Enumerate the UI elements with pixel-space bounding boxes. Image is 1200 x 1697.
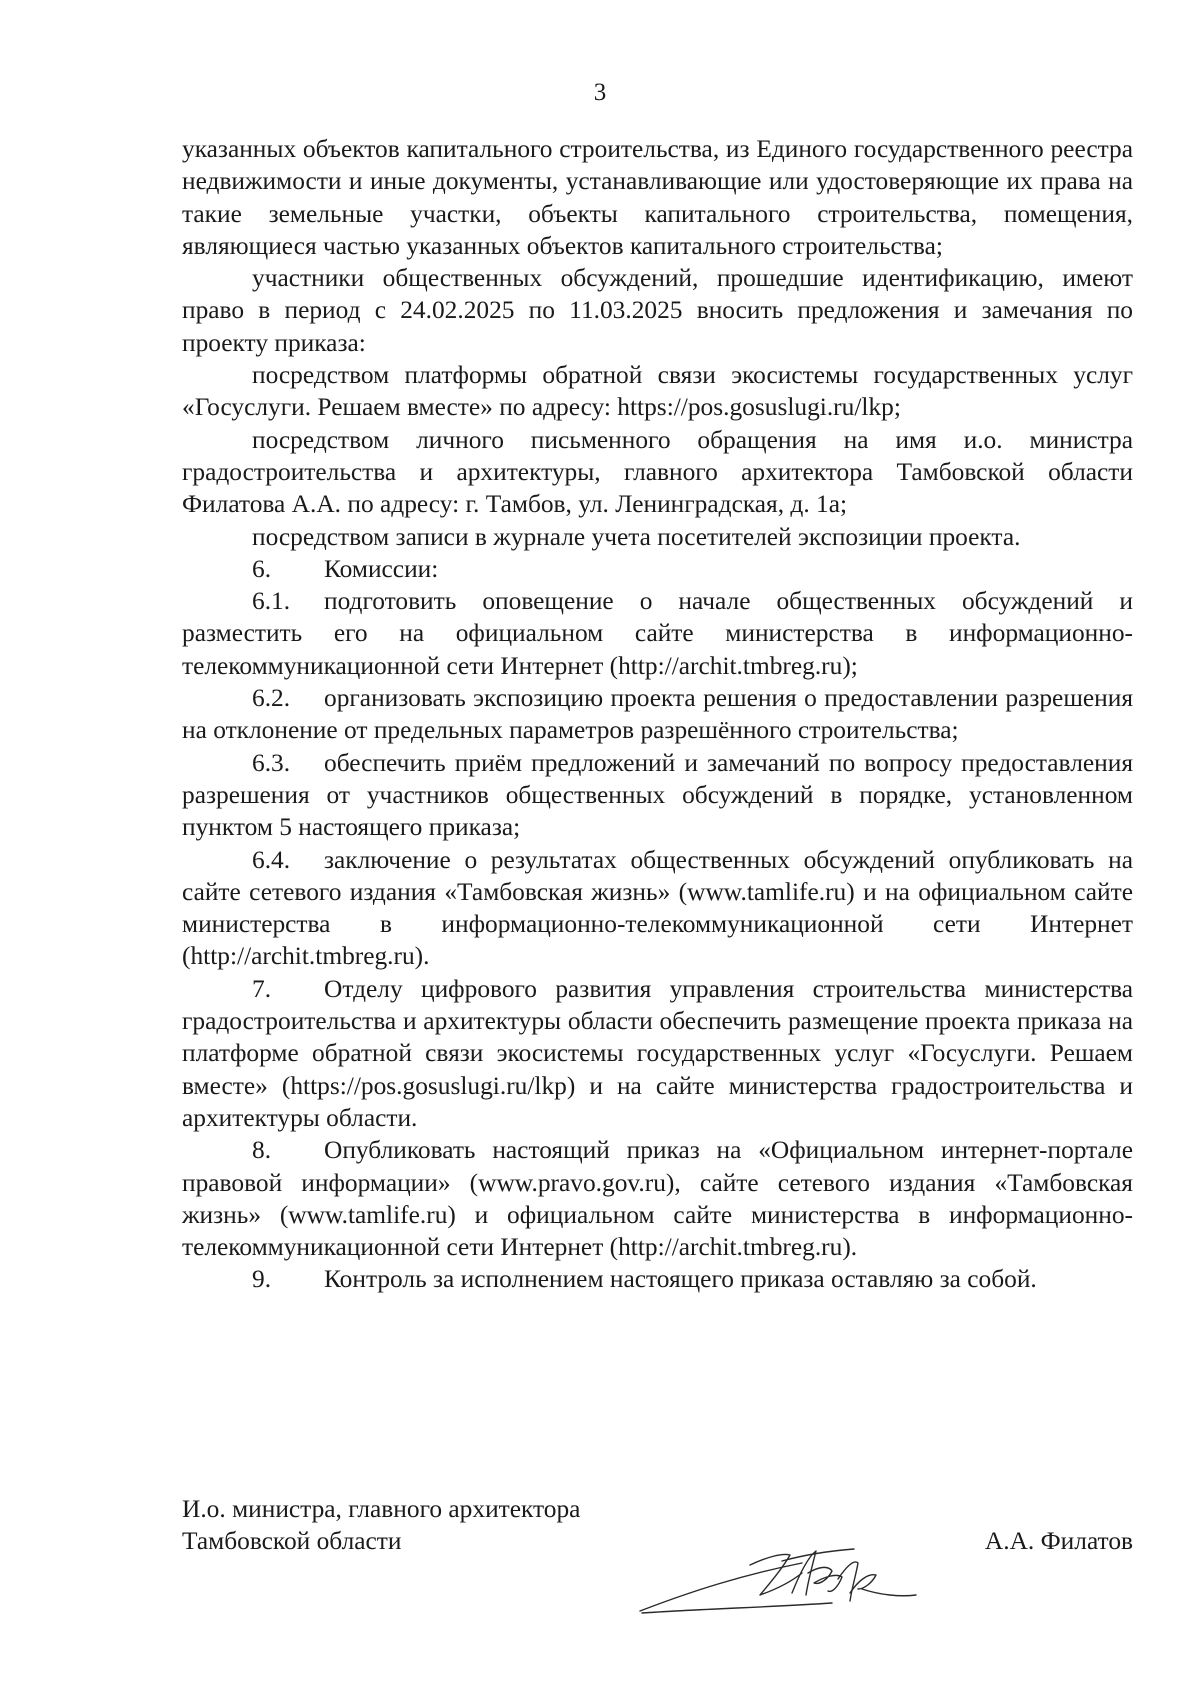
item-number: 9. (252, 1265, 272, 1294)
signatory-title (182, 1493, 580, 1557)
handwritten-signature (632, 1533, 922, 1623)
paragraph-text: подготовить оповещение о начале общественных обсуждений и разместить его на официальном сайте министерства в информационно-телекоммуникационной сети Интернет (http://archit.tmbreg.ru); (182, 587, 1133, 680)
paragraph (182, 1134, 1133, 1263)
signatory-title-line: И.о. министра, главного архитектора (182, 1495, 581, 1523)
scan-artifact (412, 22, 452, 40)
paragraph-text: организовать экспозицию проекта решения о предоставлении разрешения на отклонение от предельных параметров разрешённого строительства; (182, 684, 1133, 745)
paragraph (182, 844, 1133, 973)
signatory-name: А.А. Филатов (984, 1527, 1133, 1555)
paragraph (182, 553, 1133, 585)
paragraph (182, 424, 1133, 521)
paragraph (182, 1263, 1133, 1295)
item-number: 6.2. (252, 684, 291, 713)
paragraph (182, 521, 1133, 553)
paragraph (182, 973, 1133, 1134)
paragraph-text: Контроль за исполнением настоящего приказа оставляю за собой. (324, 1265, 1037, 1294)
signatory-title-line: Тамбовской области (182, 1527, 402, 1555)
paragraph-text: Опубликовать настоящий приказ на «Официальном интернет-портале правовой информации» (www.pravo.gov.ru), сайте сетевого издания «Тамбовская жизнь» (www.tamlife.ru) и официальном сайте министерства в информационно-телекоммуникационной сети Интернет (http://archit.tmbreg.ru). (182, 1136, 1133, 1262)
item-number: 6.1. (252, 587, 291, 616)
item-number: 6.4. (252, 845, 291, 874)
item-number: 6.3. (252, 748, 291, 777)
paragraph-text: указанных объектов капитального строительства, из Единого государственного реестра недвижимости и иные документы, устанавливающие или удостоверяющие их права на такие земельные участки, объекты капитального строительства, помещения, являющиеся частью указанных объектов капитального строительства; (182, 135, 1133, 260)
paragraph (182, 747, 1133, 844)
item-number: 8. (252, 1136, 272, 1165)
paragraph-text: Комиссии: (324, 554, 439, 583)
paragraph-text: обеспечить приём предложений и замечаний по вопросу предоставления разрешения от участников общественных обсуждений в порядке, установленном пунктом 5 настоящего приказа; (182, 748, 1133, 842)
paragraph-text: заключение о результатах общественных обсуждений опубликовать на сайте сетевого издания «Тамбовская жизнь» (www.tamlife.ru) и на официальном сайте министерства в информационно-телекоммуникационной сети Интернет (http://archit.tmbreg.ru). (182, 845, 1133, 971)
item-number: 6. (252, 554, 272, 583)
paragraph (182, 133, 1133, 262)
paragraph (182, 682, 1133, 747)
paragraph (182, 262, 1133, 359)
item-number: 7. (252, 974, 272, 1003)
paragraph-text: посредством личного письменного обращения на имя и.о. министра градостроительства и архитектуры, главного архитектора Тамбовской области Филатова А.А. по адресу: г. Тамбов, ул. Ленинградская, д. 1а; (182, 425, 1133, 519)
paragraph-text: посредством записи в журнале учета посетителей экспозиции проекта. (252, 522, 1021, 551)
paragraph-text: посредством платформы обратной связи экосистемы государственных услуг «Госуслуги. Решаем вместе» по адресу: https://pos.gosuslugi.ru/lkp; (182, 361, 1133, 422)
paragraph-text: участники общественных обсуждений, прошедшие идентификацию, имеют право в период с 24.02.2025 по 11.03.2025 вносить предложения и замечания по проекту приказа: (182, 264, 1133, 357)
signature-block (182, 1493, 1133, 1623)
document-body (182, 133, 1133, 1296)
page-number: 3 (593, 79, 607, 106)
paragraph (182, 359, 1133, 424)
paragraph (182, 585, 1133, 682)
paragraph-text: Отделу цифрового развития управления строительства министерства градостроительства и архитектуры области обеспечить размещение проекта приказа на платформе обратной связи экосистемы государственных услуг «Госуслуги. Решаем вместе» (https://pos.gosuslugi.ru/lkp) и на сайте министерства градостроительства и архитектуры области. (182, 974, 1133, 1132)
